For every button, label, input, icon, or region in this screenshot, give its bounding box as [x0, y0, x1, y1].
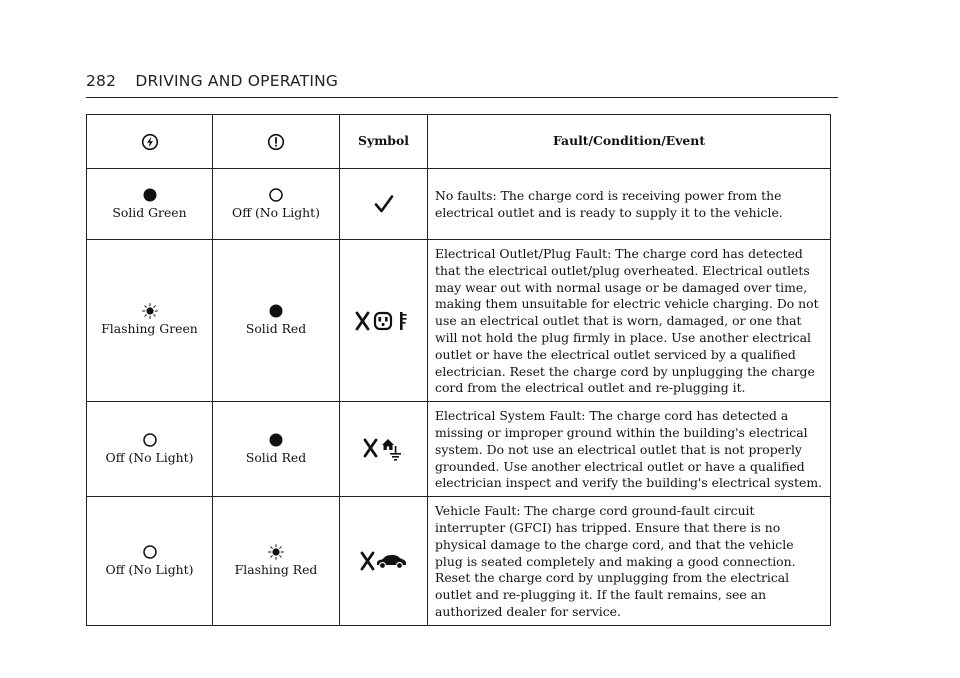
- fault-indicator-icon: [266, 132, 286, 152]
- fault-light-cell: [213, 169, 340, 240]
- solid-light-icon: [268, 432, 284, 448]
- solid-light-icon: [268, 303, 284, 319]
- description-cell: Electrical Outlet/Plug Fault: The charge cord has detected that the electrical outlet/plug overheated. Electrical outlets may wear out with normal usage or be damaged over time, making them unsuitable for electric vehicle charging. Do not use an electrical outlet that is worn, damaged, or one that will not hold the plug firmly in place. Use another electrical outlet or have the electrical outlet serviced by a qualified electrician. Reset the charge cord by unplugging the charge cord from the electrical outlet and re-plugging it.: [428, 240, 831, 402]
- fault-light-label: Off (No Light): [232, 204, 320, 220]
- charge-light-cell: [87, 497, 213, 626]
- off-light-icon: [268, 187, 284, 203]
- charge-light-cell: [87, 240, 213, 402]
- symbol-cell: [340, 497, 428, 626]
- symbol-cell: [340, 240, 428, 402]
- fault-light-label: Solid Red: [245, 449, 307, 465]
- header-charge-indicator: [87, 115, 213, 169]
- table-row: [87, 497, 831, 626]
- table-header-row: [87, 115, 831, 169]
- header-fault-condition: Fault/Condition/Event: [428, 115, 831, 169]
- fault-light-cell: [213, 497, 340, 626]
- symbol-cell: [340, 402, 428, 497]
- solid-light-icon: [142, 187, 158, 203]
- fault-light-label: Flashing Red: [234, 561, 318, 577]
- off-light-icon: [142, 544, 158, 560]
- header-symbol: Symbol: [340, 115, 428, 169]
- charge-light-label: Off (No Light): [105, 561, 194, 577]
- house-ground-fault-icon: [362, 436, 406, 462]
- fault-light-cell: [213, 240, 340, 402]
- fault-light-cell: [213, 402, 340, 497]
- section-title: DRIVING AND OPERATING: [135, 72, 339, 90]
- header-divider: [86, 97, 838, 98]
- outlet-plug-fault-icon: [354, 310, 414, 332]
- table-row: [87, 240, 831, 402]
- charge-light-label: Solid Green: [112, 204, 187, 220]
- description-cell: No faults: The charge cord is receiving power from the electrical outlet and is ready to supply it to the vehicle.: [428, 169, 831, 240]
- charge-light-label: Flashing Green: [101, 321, 198, 337]
- table-row: [87, 169, 831, 240]
- vehicle-fault-icon: [359, 550, 409, 572]
- off-light-icon: [142, 432, 158, 448]
- checkmark-icon: [373, 193, 395, 215]
- page-number: 282: [86, 72, 117, 90]
- charge-cord-status-table: [86, 114, 831, 626]
- charge-light-cell: [87, 169, 213, 240]
- symbol-cell: [340, 169, 428, 240]
- description-cell: Vehicle Fault: The charge cord ground-fault circuit interrupter (GFCI) has tripped. Ensure that there is no physical damage to the charge cord, and that the vehicle plug is seated completely and making a good connection. Reset the charge cord by unplugging from the electrical outlet and re-plugging it. If the fault remains, see an authorized dealer for service.: [428, 497, 831, 626]
- charge-light-label: Off (No Light): [105, 449, 194, 465]
- charge-light-cell: [87, 402, 213, 497]
- header-fault-indicator: [213, 115, 340, 169]
- flashing-light-icon: [268, 544, 284, 560]
- fault-light-label: Solid Red: [245, 321, 307, 337]
- table-row: [87, 402, 831, 497]
- flashing-light-icon: [142, 303, 158, 319]
- page-header: [86, 72, 838, 90]
- description-cell: Electrical System Fault: The charge cord has detected a missing or improper ground within the building's electrical system. Do not use an electrical outlet that is not properly grounded. Use another electrical outlet or have a qualified electrician inspect and verify the building's electrical system.: [428, 402, 831, 497]
- charge-indicator-icon: [140, 132, 160, 152]
